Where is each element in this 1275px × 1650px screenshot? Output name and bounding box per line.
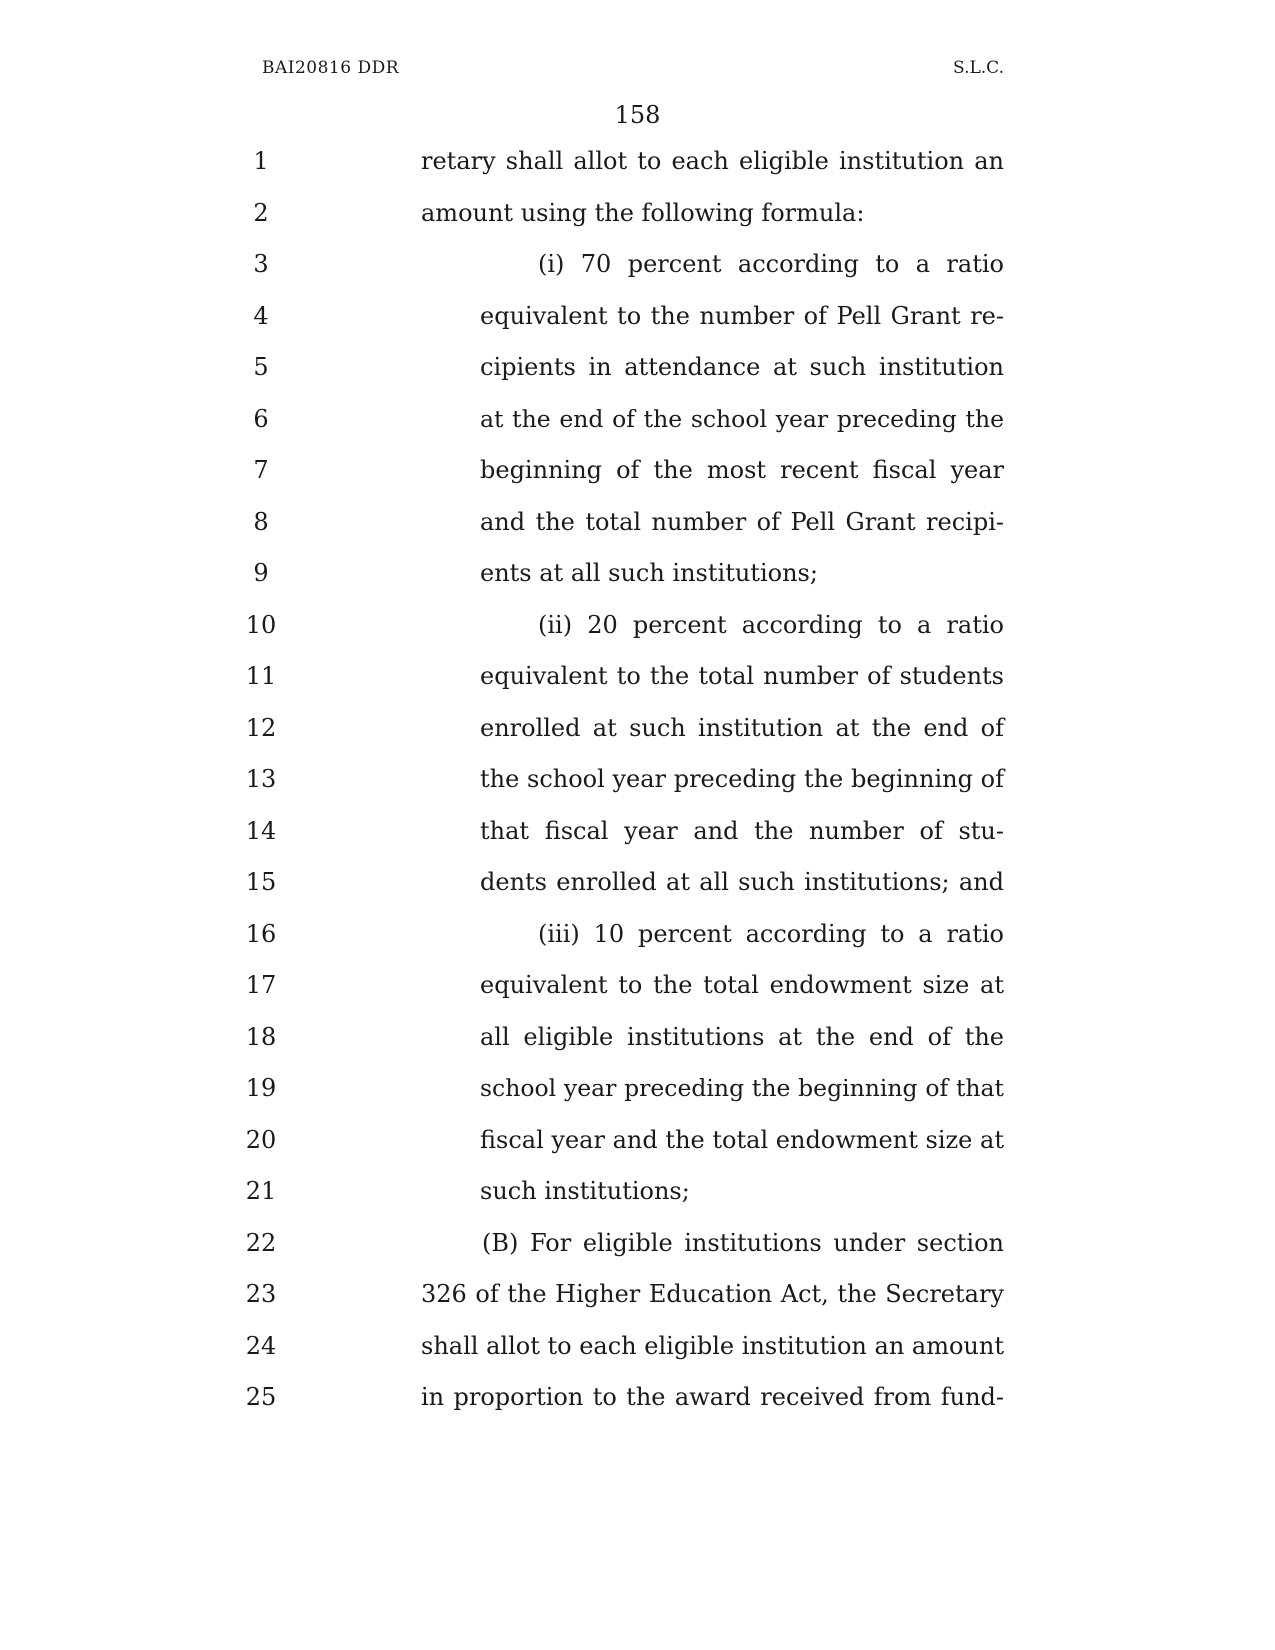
text-line <box>0 1228 1275 1282</box>
line-number: 15 <box>245 868 277 896</box>
line-text: cipients in attendance at such institution <box>480 353 1004 381</box>
line-text: ents at all such institutions; <box>480 559 818 587</box>
line-text: in proportion to the award received from fund- <box>421 1383 1004 1411</box>
text-line <box>0 1073 1275 1127</box>
line-text: all eligible institutions at the end of the <box>480 1022 1004 1051</box>
text-line <box>0 919 1275 973</box>
text-line <box>0 1176 1275 1230</box>
line-number: 25 <box>245 1383 277 1411</box>
line-number: 19 <box>245 1074 277 1102</box>
line-number: 1 <box>253 147 269 175</box>
line-number: 6 <box>253 404 269 433</box>
text-line <box>0 867 1275 921</box>
line-text: dents enrolled at all such institutions; and <box>480 868 1004 896</box>
text-line <box>0 1331 1275 1385</box>
page-number: 158 <box>614 101 661 129</box>
line-text: (iii) 10 percent according to a ratio <box>538 919 1004 948</box>
document-id: BAI20816 DDR <box>262 58 400 78</box>
line-text: at the end of the school year preceding the <box>480 404 1004 433</box>
line-number: 16 <box>245 919 277 948</box>
line-text: and the total number of Pell Grant recipi- <box>480 507 1004 536</box>
line-text: 326 of the Higher Education Act, the Secretary <box>421 1280 1004 1308</box>
text-line <box>0 352 1275 406</box>
line-text: (B) For eligible institutions under section <box>482 1228 1004 1257</box>
line-text: shall allot to each eligible institution an amount <box>421 1331 1004 1360</box>
line-number: 24 <box>245 1331 277 1360</box>
line-number: 4 <box>253 301 269 330</box>
line-number: 7 <box>253 456 269 484</box>
office-code: S.L.C. <box>953 58 1004 78</box>
text-line <box>0 301 1275 355</box>
line-text: enrolled at such institution at the end of <box>480 713 1004 742</box>
line-text: retary shall allot to each eligible institution an <box>421 147 1004 175</box>
text-line <box>0 661 1275 715</box>
line-number: 12 <box>245 713 277 742</box>
line-text: (ii) 20 percent according to a ratio <box>538 610 1004 639</box>
line-text: that fiscal year and the number of stu- <box>480 816 1004 845</box>
text-line <box>0 713 1275 767</box>
text-line <box>0 558 1275 612</box>
line-text: amount using the following formula: <box>421 198 865 227</box>
line-number: 22 <box>245 1228 277 1257</box>
text-line <box>0 198 1275 252</box>
line-text: equivalent to the total number of students <box>480 662 1004 690</box>
line-number: 10 <box>245 610 277 639</box>
line-number: 5 <box>253 353 269 381</box>
line-number: 3 <box>253 250 269 278</box>
text-line <box>0 507 1275 561</box>
text-line <box>0 404 1275 458</box>
text-line <box>0 146 1275 200</box>
line-number: 8 <box>253 507 269 536</box>
line-number: 11 <box>245 662 277 690</box>
line-number: 21 <box>245 1177 277 1205</box>
line-number: 23 <box>245 1280 277 1308</box>
text-line <box>0 1279 1275 1333</box>
line-number: 14 <box>245 816 277 845</box>
text-line <box>0 1125 1275 1179</box>
text-line <box>0 816 1275 870</box>
line-number: 13 <box>245 765 277 793</box>
line-number: 17 <box>245 971 277 999</box>
line-number: 20 <box>245 1125 277 1154</box>
text-line <box>0 1022 1275 1076</box>
text-line <box>0 970 1275 1024</box>
line-number: 9 <box>253 559 269 587</box>
line-text: school year preceding the beginning of that <box>480 1074 1004 1102</box>
line-text: the school year preceding the beginning of <box>480 765 1004 793</box>
line-text: equivalent to the total endowment size at <box>480 971 1004 999</box>
line-text: fiscal year and the total endowment size at <box>480 1125 1004 1154</box>
text-line <box>0 764 1275 818</box>
text-line <box>0 249 1275 303</box>
text-line <box>0 455 1275 509</box>
text-line <box>0 610 1275 664</box>
line-text: beginning of the most recent fiscal year <box>480 456 1004 484</box>
line-number: 2 <box>253 198 269 227</box>
line-number: 18 <box>245 1022 277 1051</box>
line-text: such institutions; <box>480 1177 690 1205</box>
line-text: (i) 70 percent according to a ratio <box>538 250 1004 278</box>
text-line <box>0 1382 1275 1436</box>
line-text: equivalent to the number of Pell Grant re- <box>480 301 1004 330</box>
